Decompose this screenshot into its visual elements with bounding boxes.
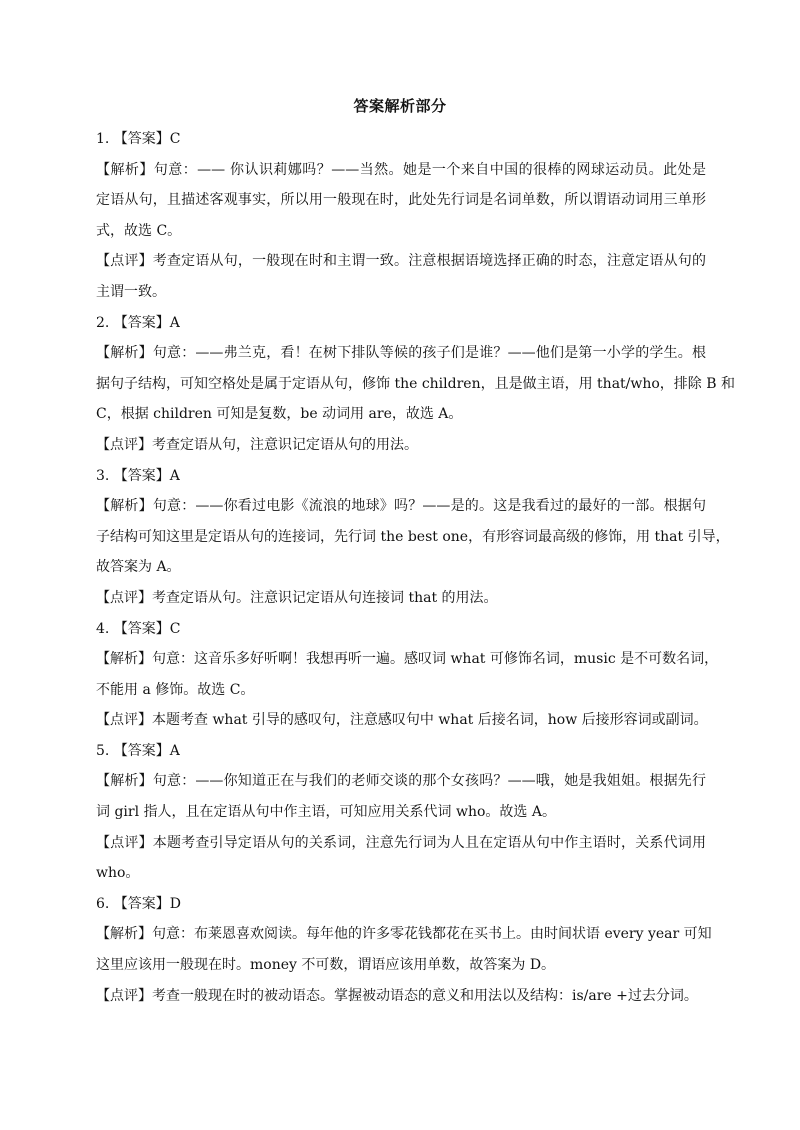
comment-text: 【点评】考查定语从句，一般现在时和主谓一致。注意根据语境选择正确的时态，注意定语从句的 (96, 253, 706, 270)
analysis-text: 子结构可知这里是定语从句的连接词，先行词 the best one，有形容词最高级的修饰，用 that 引导， (96, 528, 730, 545)
comment-text: 【点评】考查定语从句。注意识记定语从句连接词 that 的用法。 (96, 589, 498, 606)
analysis-text: C，根据 children 可知是复数，be 动词用 are，故选 A。 (96, 406, 463, 423)
analysis-text: 【解析】句意：——你知道正在与我们的老师交谈的那个女孩吗？——哦，她是我姐姐。根据先行 (96, 773, 706, 790)
answer-line: 4. 【答案】C (96, 620, 181, 637)
analysis-text: 不能用 a 修饰。故选 C。 (96, 681, 255, 698)
analysis-text: 【解析】句意：——弗兰克，看！在树下排队等候的孩子们是谁？——他们是第一小学的学生。根 (96, 345, 706, 362)
analysis-text: 故答案为 A。 (96, 559, 181, 576)
analysis-text: 式，故选 C。 (96, 222, 182, 239)
analysis-text: 【解析】句意：——你看过电影《流浪的地球》吗？——是的。这是我看过的最好的一部。根据句 (96, 498, 706, 515)
analysis-text: 【解析】句意：布莱恩喜欢阅读。每年他的许多零花钱都花在买书上。由时间状语 every year 可知 (96, 926, 712, 943)
question-block (96, 614, 719, 736)
page-title: 答案解析部分 (353, 97, 447, 115)
analysis-text: 【解析】句意：—— 你认识莉娜吗？——当然。她是一个来自中国的很棒的网球运动员。此处是 (96, 161, 706, 178)
analysis-text: 这里应该用一般现在时。money 不可数，谓语应该用单数，故答案为 D。 (96, 957, 556, 974)
question-block (96, 461, 730, 614)
answer-line: 2. 【答案】A (96, 314, 180, 331)
comment-text: who。 (96, 865, 140, 882)
question-block (96, 736, 706, 889)
answer-list (96, 124, 735, 1011)
comment-text: 【点评】本题考查 what 引导的感叹句，注意感叹句中 what 后接名词，how 后接形容词或副词。 (96, 712, 708, 729)
comment-text: 【点评】本题考查引导定语从句的关系词，注意先行词为人且在定语从句中作主语时，关系代词用 (96, 834, 706, 851)
analysis-text: 据句子结构，可知空格处是属于定语从句，修饰 the children，且是做主语，用 that/who，排除 B 和 (96, 375, 735, 392)
question-block (96, 308, 735, 461)
answer-line: 1. 【答案】C (96, 131, 181, 147)
analysis-text: 【解析】句意：这音乐多好听啊！我想再听一遍。感叹词 what 可修饰名词，music 是不可数名词， (96, 651, 719, 668)
question-block (96, 889, 712, 1011)
question-block (96, 124, 706, 308)
analysis-text: 词 girl 指人，且在定语从句中作主语，可知应用关系代词 who。故选 A。 (96, 804, 556, 821)
comment-text: 【点评】考查一般现在时的被动语态。掌握被动语态的意义和用法以及结构：is/are +过去分词。 (96, 987, 698, 1004)
answer-line: 5. 【答案】A (96, 742, 180, 759)
analysis-text: 定语从句，且描述客观事实，所以用一般现在时，此处先行词是名词单数，所以谓语动词用三单形 (96, 192, 706, 209)
answer-line: 3. 【答案】A (96, 467, 180, 484)
answer-line: 6. 【答案】D (96, 895, 182, 912)
comment-text: 【点评】考查定语从句，注意识记定语从句的用法。 (96, 436, 418, 453)
comment-text: 主谓一致。 (96, 283, 166, 300)
